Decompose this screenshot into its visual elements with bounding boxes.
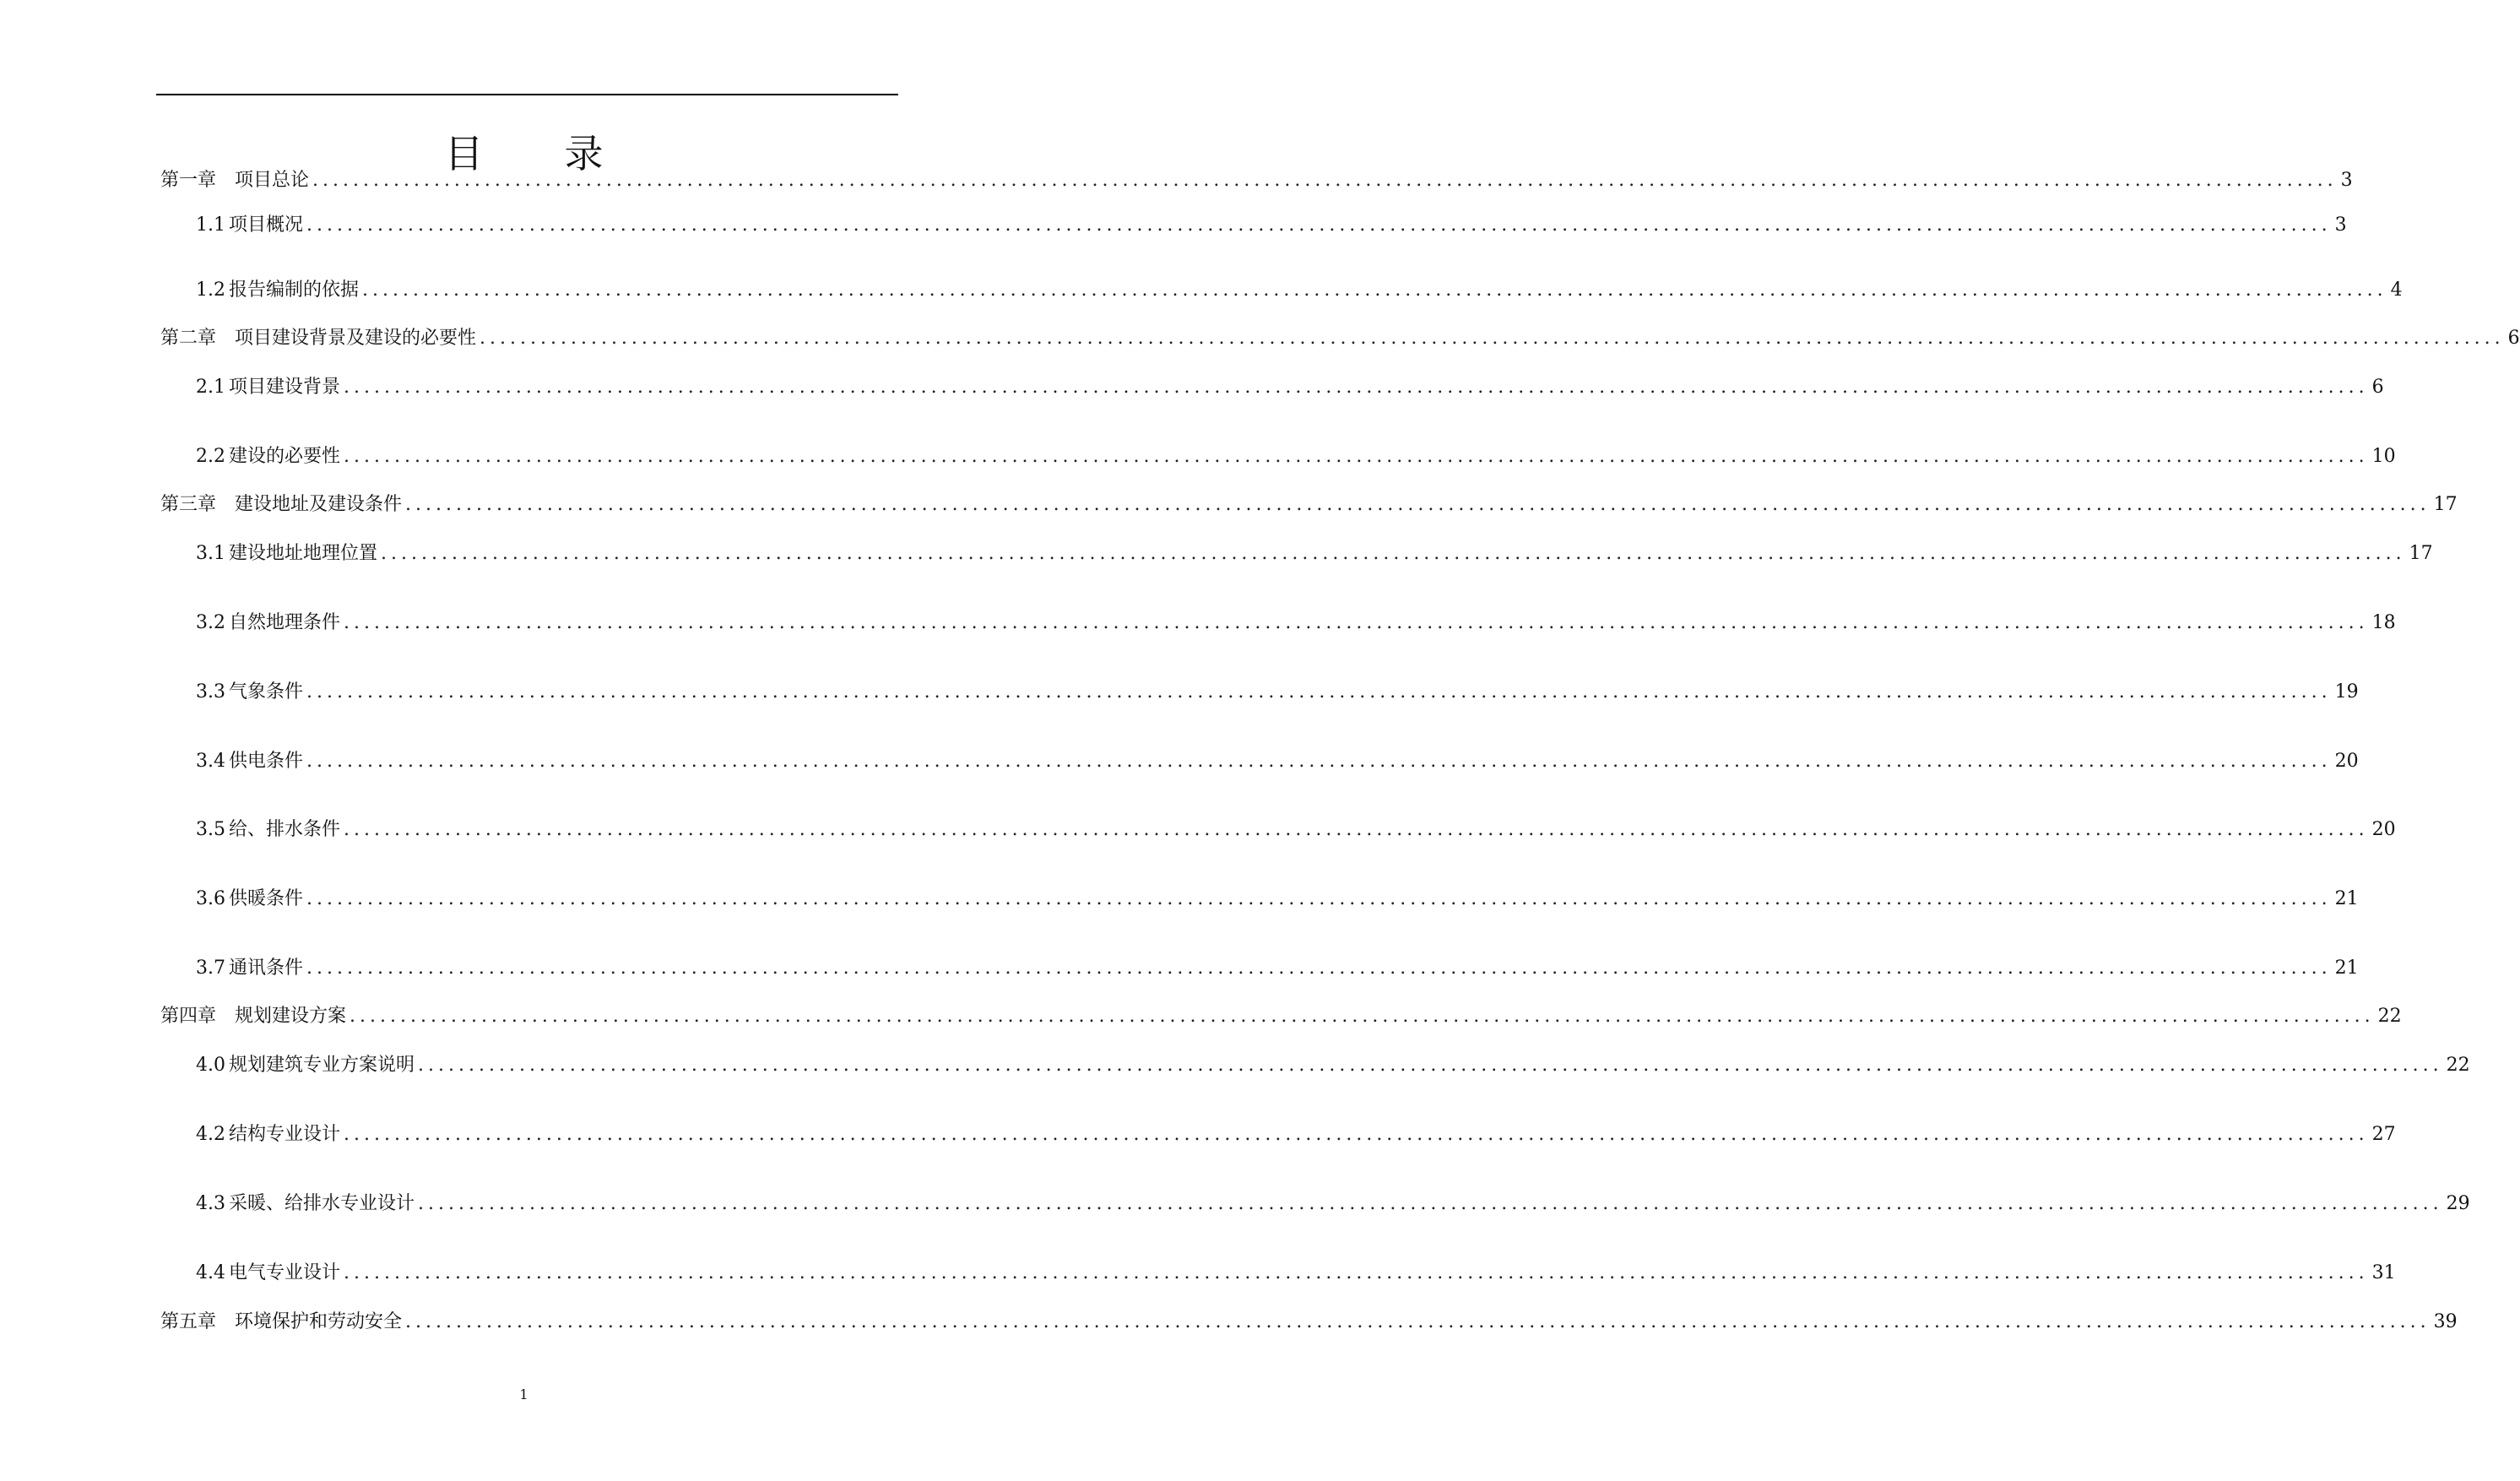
toc-entry[interactable] — [196, 210, 2347, 241]
toc-entry-page: 20 — [2371, 819, 2396, 840]
toc-entry-number: 4.2 — [196, 1124, 225, 1145]
toc-entry-text: 报告编制的依据 — [229, 279, 360, 301]
toc-entry-text: 采暖、给排水专业设计 — [229, 1193, 415, 1214]
toc-entry-page: 21 — [2334, 957, 2359, 979]
toc-entry-label — [160, 1307, 402, 1337]
toc-entry-number: 第四章 — [160, 1006, 217, 1027]
toc-entry-text: 规划建设方案 — [235, 1006, 347, 1027]
toc-entry-number: 3.1 — [196, 543, 225, 564]
dot-leader: ........................................................................................................................................................................................................ — [405, 1311, 2431, 1332]
toc-entry-text: 通讯条件 — [229, 957, 304, 979]
toc-entry[interactable] — [196, 372, 2384, 403]
dot-leader: ........................................................................................................................................................................................................ — [405, 494, 2431, 515]
toc-entry-label — [196, 815, 340, 845]
toc-title: 目录 — [444, 131, 685, 176]
toc-entry-number: 4.4 — [196, 1262, 225, 1283]
toc-entry[interactable] — [196, 1050, 2470, 1081]
toc-entry-label — [196, 677, 303, 708]
toc-entry[interactable] — [160, 490, 2458, 520]
toc-entry-text: 电气专业设计 — [229, 1262, 341, 1283]
toc-entry-page: 6 — [2507, 328, 2520, 349]
toc-entry[interactable] — [196, 1189, 2470, 1219]
toc-entry-page: 3 — [2334, 214, 2347, 236]
toc-entry-label — [196, 1120, 340, 1150]
toc-entry-label — [196, 275, 359, 306]
dot-leader: ........................................................................................................................................................................................................ — [306, 214, 2332, 236]
toc-entry-number: 第一章 — [160, 170, 217, 191]
toc-entry[interactable] — [160, 323, 2520, 354]
toc-entry-page: 3 — [2340, 170, 2353, 191]
toc-entry-page: 21 — [2334, 888, 2359, 909]
toc-entry-number: 3.4 — [196, 751, 225, 772]
toc-entry-page: 10 — [2371, 446, 2396, 467]
toc-entry-text: 规划建筑专业方案说明 — [229, 1055, 415, 1076]
toc-entry-text: 项目总论 — [235, 170, 310, 191]
toc-entry-label — [196, 539, 377, 569]
dot-leader: ........................................................................................................................................................................................................ — [312, 170, 2338, 191]
toc-entry-number: 1.1 — [196, 214, 225, 236]
dot-leader: ........................................................................................................................................................................................................ — [350, 1006, 2375, 1027]
toc-entry-page: 31 — [2371, 1262, 2396, 1283]
page-number: 1 — [519, 1386, 528, 1402]
toc-entry-page: 6 — [2371, 377, 2384, 398]
toc-entry-label — [160, 1001, 346, 1032]
dot-leader: ........................................................................................................................................................................................................ — [418, 1055, 2443, 1076]
toc-entry-page: 17 — [2433, 494, 2458, 515]
toc-entry-number: 3.5 — [196, 819, 225, 840]
toc-entry-number: 3.6 — [196, 888, 225, 909]
dot-leader: ........................................................................................................................................................................................................ — [418, 1193, 2443, 1214]
toc-entry[interactable] — [196, 1258, 2396, 1288]
dot-leader: ........................................................................................................................................................................................................ — [362, 279, 2387, 301]
toc-entry-number: 1.2 — [196, 279, 225, 301]
toc-entry-label — [196, 1050, 415, 1081]
toc-entry-number: 4.0 — [196, 1055, 225, 1076]
toc-entry-label — [160, 490, 402, 520]
toc-entry[interactable] — [196, 1120, 2396, 1150]
toc-entry[interactable] — [160, 1307, 2458, 1337]
toc-entry-label — [160, 323, 476, 354]
toc-entry-label — [196, 1258, 340, 1288]
dot-leader: ........................................................................................................................................................................................................ — [306, 681, 2332, 703]
toc-entry-page: 17 — [2409, 543, 2433, 564]
toc-entry[interactable] — [160, 1001, 2402, 1032]
toc-entry-text: 项目概况 — [229, 214, 304, 236]
toc-entry[interactable] — [196, 608, 2396, 638]
toc-entry-number: 第二章 — [160, 328, 217, 349]
toc-entry[interactable] — [196, 746, 2359, 777]
toc-entry-text: 给、排水条件 — [229, 819, 341, 840]
toc-entry-text: 自然地理条件 — [229, 612, 341, 633]
dot-leader: ........................................................................................................................................................................................................ — [480, 328, 2505, 349]
toc-entry[interactable] — [196, 884, 2359, 914]
toc-entry-page: 19 — [2334, 681, 2359, 703]
toc-entry-number: 3.2 — [196, 612, 225, 633]
dot-leader: ........................................................................................................................................................................................................ — [344, 819, 2369, 840]
toc-entry-text: 气象条件 — [229, 681, 304, 703]
toc-entry-page: 18 — [2371, 612, 2396, 633]
toc-entry[interactable] — [196, 275, 2403, 306]
toc-entry-label — [196, 210, 303, 241]
toc-entry[interactable] — [160, 165, 2353, 196]
toc-entry-text: 建设的必要性 — [229, 446, 341, 467]
toc-entry-text: 项目建设背景 — [229, 377, 341, 398]
toc-entry-text: 结构专业设计 — [229, 1124, 341, 1145]
toc-entry-text: 建设地址地理位置 — [229, 543, 378, 564]
dot-leader: ........................................................................................................................................................................................................ — [306, 888, 2332, 909]
dot-leader: ........................................................................................................................................................................................................ — [381, 543, 2406, 564]
toc-entry[interactable] — [196, 442, 2396, 472]
header-rule — [156, 94, 898, 95]
dot-leader: ........................................................................................................................................................................................................ — [306, 751, 2332, 772]
toc-entry-label — [196, 1189, 415, 1219]
toc-entry-label — [160, 165, 309, 196]
toc-entry-number: 3.3 — [196, 681, 225, 703]
dot-leader: ........................................................................................................................................................................................................ — [344, 1262, 2369, 1283]
dot-leader: ........................................................................................................................................................................................................ — [306, 957, 2332, 979]
toc-entry[interactable] — [196, 677, 2359, 708]
toc-entry-text: 建设地址及建设条件 — [235, 494, 403, 515]
toc-entry[interactable] — [196, 953, 2359, 984]
dot-leader: ........................................................................................................................................................................................................ — [344, 377, 2369, 398]
toc-entry-label — [196, 746, 303, 777]
dot-leader: ........................................................................................................................................................................................................ — [344, 1124, 2369, 1145]
toc-entry-text: 供暖条件 — [229, 888, 304, 909]
toc-entry-number: 2.2 — [196, 446, 225, 467]
toc-entry-label — [196, 884, 303, 914]
toc-entry-number: 4.3 — [196, 1193, 225, 1214]
toc-entry-text: 环境保护和劳动安全 — [235, 1311, 403, 1332]
toc-entry-page: 22 — [2377, 1006, 2402, 1027]
toc-entry-text: 项目建设背景及建设的必要性 — [235, 328, 477, 349]
toc-entry[interactable] — [196, 539, 2433, 569]
dot-leader: ........................................................................................................................................................................................................ — [344, 612, 2369, 633]
toc-entry-page: 27 — [2371, 1124, 2396, 1145]
toc-entry-label — [196, 608, 340, 638]
toc-entry-page: 4 — [2390, 279, 2403, 301]
toc-entry-page: 39 — [2433, 1311, 2458, 1332]
toc-entry-number: 第五章 — [160, 1311, 217, 1332]
toc-entry-page: 20 — [2334, 751, 2359, 772]
toc-entry-text: 供电条件 — [229, 751, 304, 772]
toc-entry-number: 第三章 — [160, 494, 217, 515]
toc-entry[interactable] — [196, 815, 2396, 845]
toc-entry-number: 2.1 — [196, 377, 225, 398]
toc-entry-number: 3.7 — [196, 957, 225, 979]
toc-entry-page: 29 — [2446, 1193, 2470, 1214]
toc-entry-label — [196, 953, 303, 984]
toc-entry-label — [196, 372, 340, 403]
toc-entry-page: 22 — [2446, 1055, 2470, 1076]
toc-entry-label — [196, 442, 340, 472]
dot-leader: ........................................................................................................................................................................................................ — [344, 446, 2369, 467]
